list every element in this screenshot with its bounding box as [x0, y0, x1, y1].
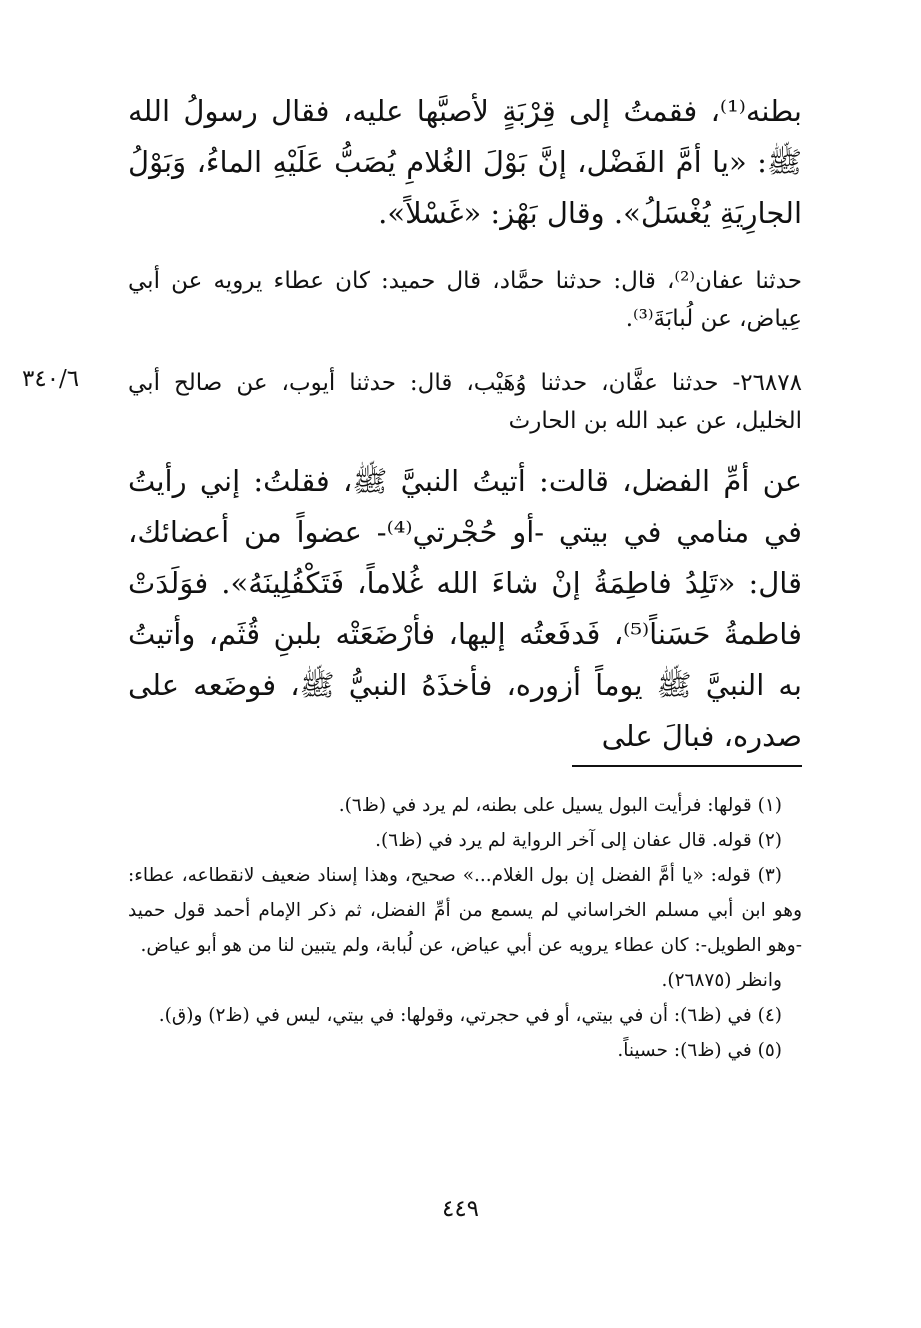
margin-reference: ٣٤٠/٦ — [22, 366, 80, 392]
footnote-5: (٥) في (ظ٦): حسيناً. — [617, 1040, 782, 1061]
page-number: ٤٤٩ — [441, 1196, 480, 1222]
footnote-3-see-also: وانظر (٢٦٨٧٥). — [661, 970, 782, 991]
footnote-1: (١) قولها: فرأيت البول يسيل على بطنه، لم يرد في (ظ٦). — [338, 795, 782, 816]
paragraph-hadith-text: عن أمِّ الفضل، قالت: أتيتُ النبيَّ ﷺ، فقلتُ: إني رأيتُ في منامي في بيتي -أو حُجْرتي⁽⁴⁾- عضواً من أعضائك، قال: «تَلِدُ فاطِمَةُ إنْ شاءَ الله غُلاماً، فَتَكْفُلِينَهُ». فوَلَدَتْ فاطمةُ حَسَناً⁽⁵⁾، فَدفَعتُه إليها، فأرْضَعَتْه بلبنِ قُثَم، وأتيتُ به النبيَّ ﷺ يوماً أزوره، فأخذَهُ النبيُّ ﷺ، فوضَعه على صدره، فبالَ على — [128, 464, 802, 753]
footnote-divider — [572, 765, 802, 767]
footnote-4: (٤) في (ظ٦): أن في بيتي، أو في حجرتي، وقولها: في بيتي، ليس في (ظ٢) و(ق). — [158, 1005, 782, 1026]
paragraph-hadith-continuation: بطنه⁽¹⁾، فقمتُ إلى قِرْبَةٍ لأصبَّها عليه، فقال رسولُ الله ﷺ: «يا أمَّ الفَضْل، إنَّ بَوْلَ الغُلامِ يُصَبُّ عَلَيْهِ الماءُ، وَبَوْلُ الجارِيَةِ يُغْسَلُ». وقال بَهْز: «غَسْلاً». — [128, 94, 802, 230]
footnotes — [128, 788, 802, 1068]
footnote-2: (٢) قوله. قال عفان إلى آخر الرواية لم يرد في (ظ٦). — [375, 830, 782, 851]
paragraph-hadith-chain: ٢٦٨٧٨- حدثنا عفَّان، حدثنا وُهَيْب، قال: حدثنا أيوب، عن صالح أبي الخليل، عن عبد الله بن الحارث — [128, 370, 802, 434]
paragraph-chain-note: حدثنا عفان⁽²⁾، قال: حدثنا حمَّاد، قال حميد: كان عطاء يرويه عن أبي عِياض، عن لُبابَةَ⁽³⁾. — [128, 268, 802, 332]
footnote-3: (٣) قوله: «يا أمَّ الفضل إن بول الغلام...» صحيح، وهذا إسناد ضعيف لانقطاعه، عطاء: وهو ابن أبي مسلم الخراساني لم يسمع من أمِّ الفضل، ثم ذكر الإمام أحمد قول حميد -وهو الطويل-: كان عطاء يرويه عن أبي عياض، عن لُبابة، ولم يتبين لنا من هو أبو عياض. — [128, 865, 802, 956]
